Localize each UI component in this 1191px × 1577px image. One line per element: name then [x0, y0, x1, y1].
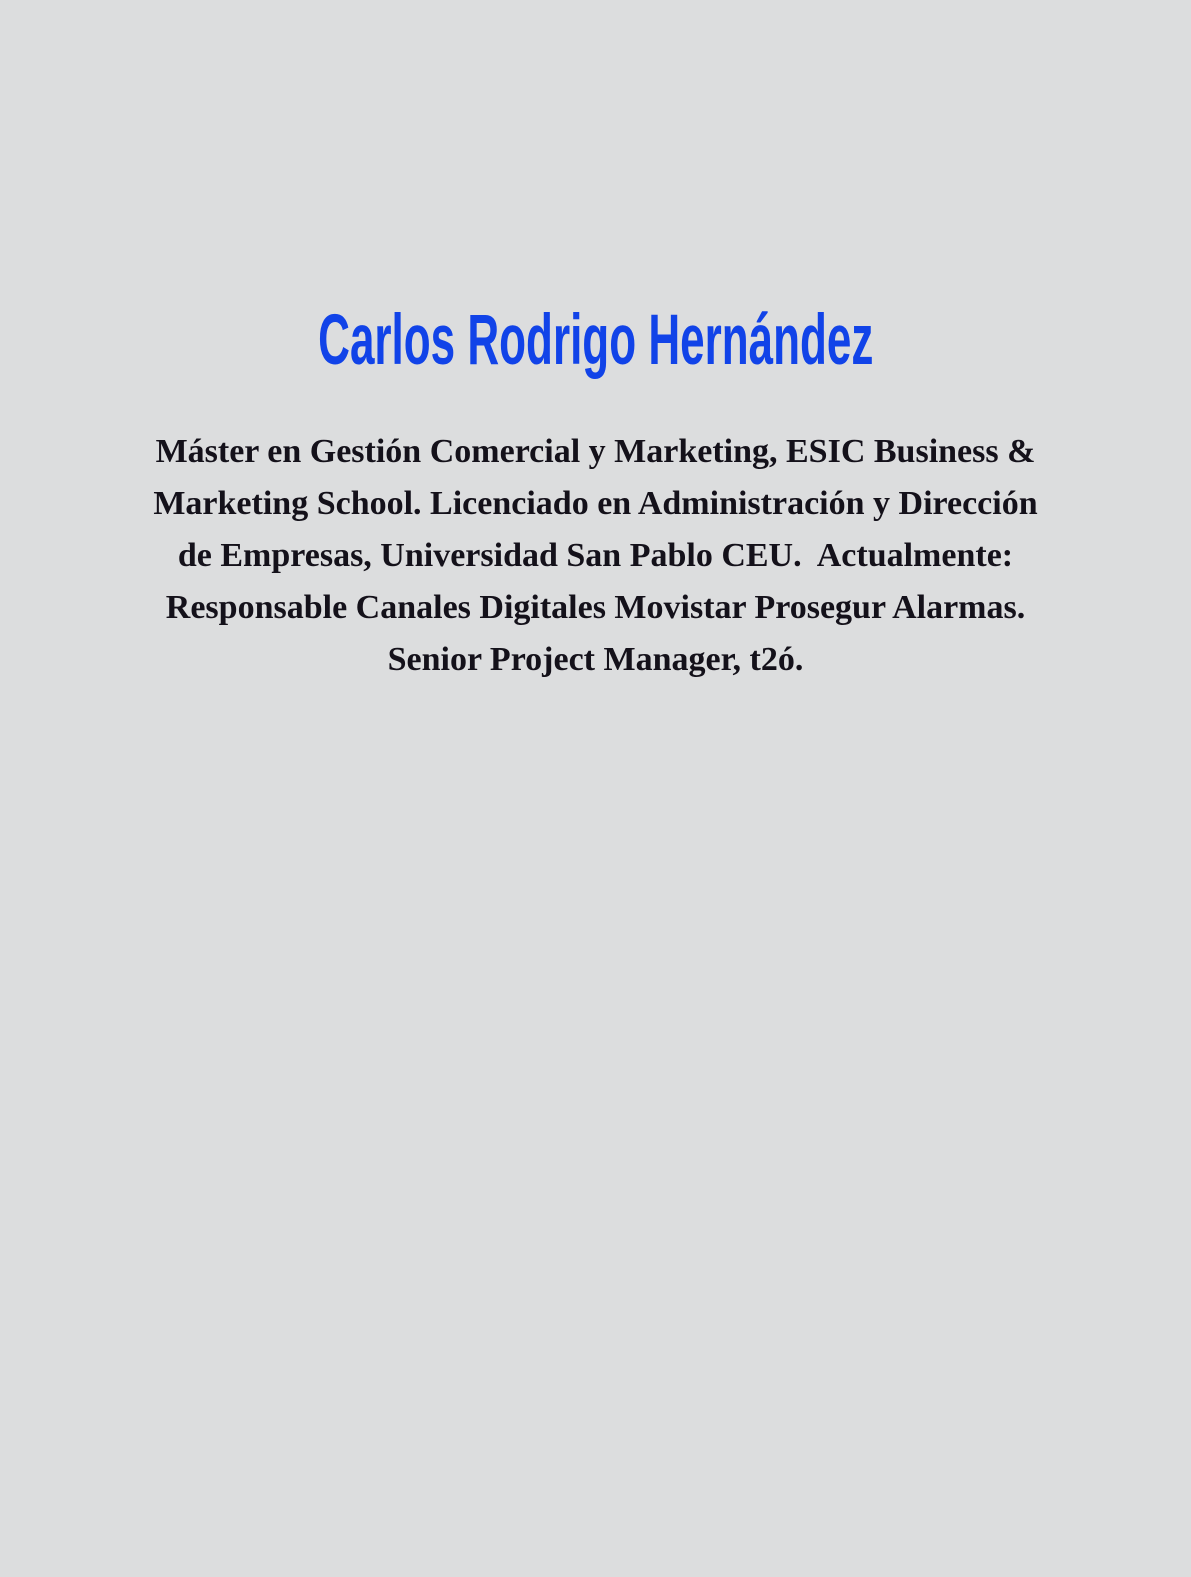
page-title	[0, 301, 1191, 380]
bio-line: Senior Project Manager, t2ó.	[387, 641, 804, 678]
bio-line: de Empresas, Universidad San Pablo CEU. Actualmente:	[177, 537, 1014, 574]
bio-line: Marketing School. Licenciado en Administración y Dirección	[153, 485, 1038, 522]
bio-line: Máster en Gestión Comercial y Marketing, ESIC Business &	[155, 433, 1036, 470]
bio-line: Responsable Canales Digitales Movistar Prosegur Alarmas.	[165, 589, 1026, 626]
profile-bio	[66, 426, 1126, 686]
profile-name: Carlos Rodrigo Hernández	[317, 301, 874, 380]
